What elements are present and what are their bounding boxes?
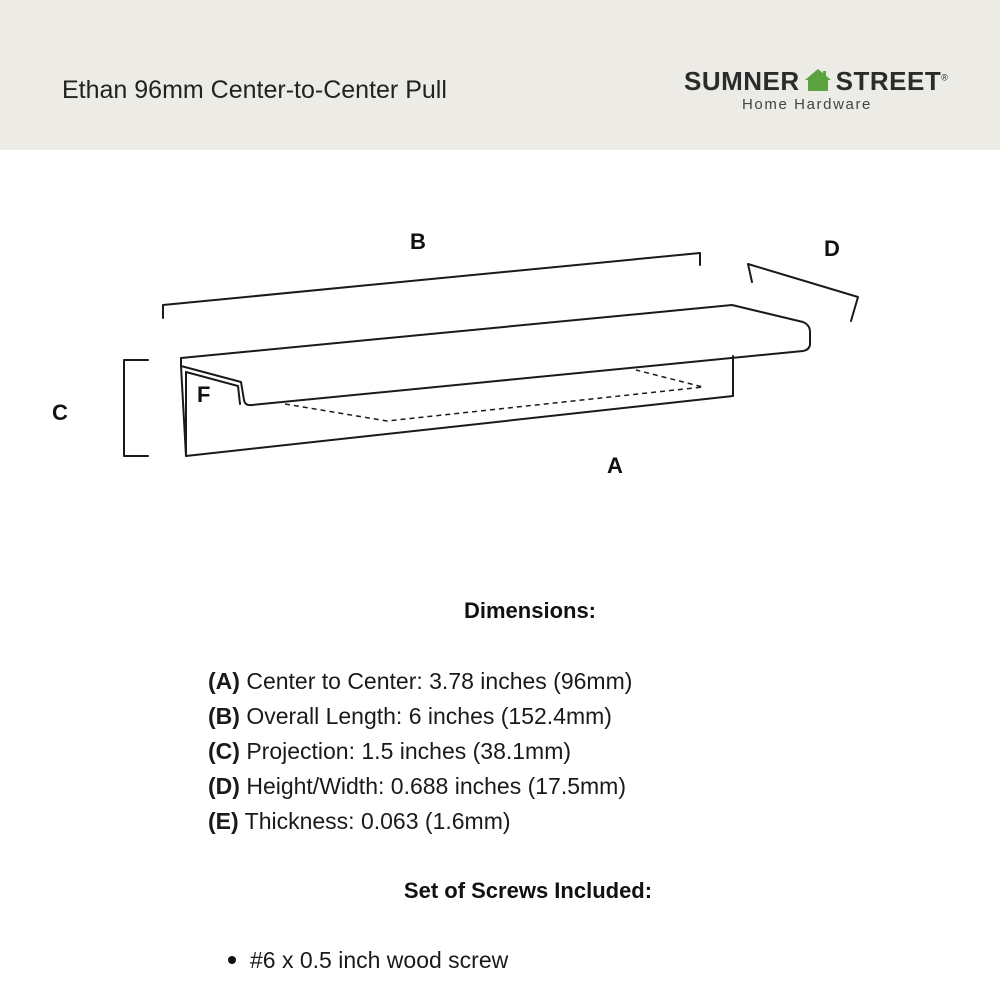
brand-logo: [684, 62, 954, 122]
product-title: Ethan 96mm Center-to-Center Pull: [62, 76, 447, 104]
registered-mark: ®: [941, 72, 949, 83]
label-c: C: [52, 400, 68, 425]
screws-heading: Set of Screws Included:: [403, 878, 653, 903]
label-f: F: [197, 382, 211, 407]
screws-list: [228, 944, 508, 976]
dimension-item: (A) Center to Center: 3.78 inches (96mm): [208, 668, 633, 694]
dimension-line-b: [163, 253, 700, 318]
label-d: D: [824, 236, 840, 261]
dimension-item: (E) Thickness: 0.063 (1.6mm): [208, 808, 511, 834]
pull-back-plate: [181, 356, 733, 456]
brand-name-left: SUMNER: [684, 66, 800, 96]
dimensions-heading: Dimensions:: [463, 598, 597, 623]
dimension-line-c: [124, 360, 148, 456]
pull-inner-fold: [186, 372, 240, 404]
house-icon: [804, 68, 832, 92]
label-b: B: [410, 229, 426, 254]
bullet-icon: [228, 956, 236, 964]
label-a: A: [607, 453, 623, 478]
brand-name: [684, 66, 948, 97]
brand-subtitle: Home Hardware: [742, 96, 873, 113]
dimension-item: (D) Height/Width: 0.688 inches (17.5mm): [208, 773, 626, 799]
screw-item: #6 x 0.5 inch wood screw: [228, 944, 508, 976]
pull-dimension-diagram: [0, 150, 1000, 550]
dimension-item: (B) Overall Length: 6 inches (152.4mm): [208, 703, 612, 729]
pull-top-flange: [181, 305, 810, 405]
dimension-item: (C) Projection: 1.5 inches (38.1mm): [208, 738, 572, 764]
brand-name-right: STREET: [835, 66, 942, 96]
header-banner: [0, 0, 1000, 150]
dimensions-list: [208, 664, 632, 839]
